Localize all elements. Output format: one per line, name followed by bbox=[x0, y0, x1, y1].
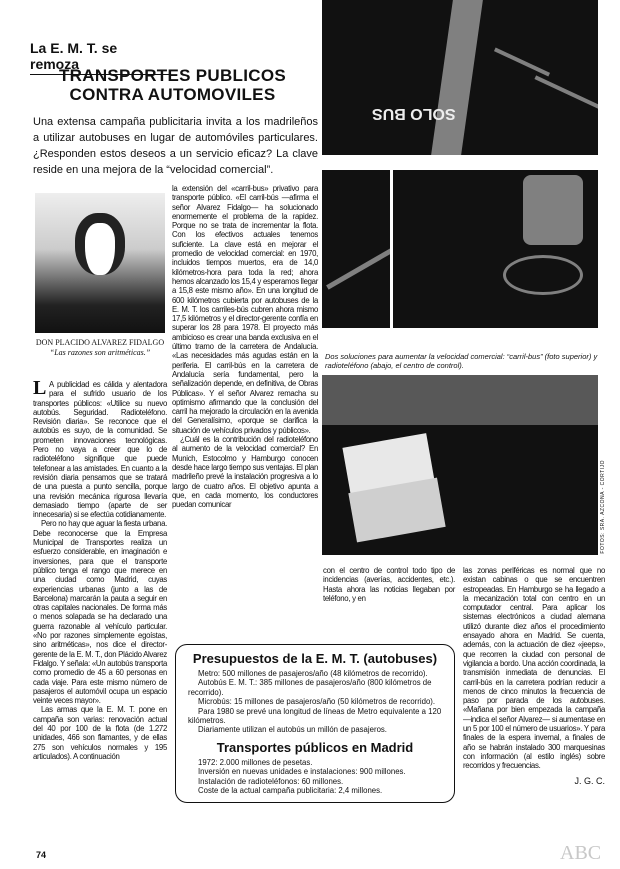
col4-paragraph: las zonas periféricas es normal que no existan cabinas o que se encuentren estropeadas. En Hamburgo se ha llegado a la mecanización total con centro en un computador central. Para aplicar los sistemas electrónicos a ciudad alemana utilizó durante diez años el procedimiento ensayado ahora en Madrid. Se cuenta, además, con la actuación de diez «jeeps», que recorren la ciudad con personal de vigilancia a bordo. Una acción coordinada, la transmisión inmediata de denuncias. El carril-bús en la carretera podrían reducir a menos de cinco minutos la frecuencia de paso por parada de los autobuses. «Mañana por bien empezada la campaña —indica el señor Alvarez— si aumentase en un 5 por 100 el número de usuarios». Y para finales de la espera invernal, a finales de año se habrán instalado 300 marquesinas con información (al estilo inglés) sobre recorridos y frecuencias. bbox=[463, 566, 605, 771]
box-title-budget: Presupuestos de la E. M. T. (autobuses) bbox=[192, 651, 438, 666]
headline: TRANSPORTES PUBLICOS CONTRA AUTOMOVILES bbox=[58, 66, 287, 104]
col1-text: A publicidad es cálida y alentadora para el sufrido usuario de los transportes públicos: «Utilice su nuevo autobús. Seguridad. Radioteléfono. Revisión diaria». Se reconoce que el autobús es suyo, de la comunidad. Se prometen innovaciones tecnológicas. Pero no vaya a creer que lo de radioteléfono signifique que puede telefonear a las amistades. En cuanto a la revisión diaria pensamos que se tratará de una puesta a punto sencilla, porque una revisión mecánica rigurosa llevaría demasiado tiempo (aparte de ser innecesaria) si se efectúa cotidianamente. bbox=[33, 380, 167, 520]
box-item: Metro: 500 millones de pasajeros/año (48 kilómetros de recorrido). bbox=[198, 669, 428, 678]
data-box bbox=[175, 644, 455, 803]
column-2 bbox=[172, 184, 318, 509]
box-item: Microbús: 15 millones de pasajeros/año (50 kilómetros de recorrido). bbox=[198, 697, 436, 707]
col1-paragraph: Las armas que la E. M. T. pone en campaña son varias: renovación actual del 40 por 100 de la flota (de 1.272 unidades, 466 son flamantes, y de ellas 275 son vehículos normales y 195 articulados). A continuación bbox=[33, 705, 167, 761]
photo-caption: Dos soluciones para aumentar la velocidad comercial: “carril-bus” (foto superior) y radioteléfono (abajo, el centro de control). bbox=[325, 352, 598, 370]
column-4 bbox=[463, 566, 605, 786]
lead-paragraph: Una extensa campaña publicitaria invita a los madrileños a utilizar autobuses en lugar de automóviles particulares. ¿Responden estos deseos a un servicio eficaz? La clave reside en una mejora de la “velocidad comercial”. bbox=[33, 116, 318, 176]
box-item: Autobús E. M. T.: 385 millones de pasajeros/año (800 kilómetros de recorrido). bbox=[188, 678, 432, 697]
street-bus-lane-photo bbox=[322, 0, 598, 155]
col1-paragraph: Pero no hay que aguar la fiesta urbana. Debe reconocerse que la Empresa Municipal de Transportes realiza un esfuerzo considerable, en imaginación e inversiones, para que el transporte público tenga el rango que merece en una ciudad como Madrid, cuyas experiencias urbanas (junto a las de Barcelona) marcarán la pauta a seguir en otras capitales nacionales. De forma más o menos solapada se ha declarado una guerra razonable al vehículo particular. «No por razones simplemente egoístas, sino aritméticas», nos dice el director-gerente de la E. M. T., don Plácido Alvarez Fidalgo. Y señala: «Un autobús transporta como promedio de 45 a 60 personas en cada viaje. Para este mismo número de pasajeros el automóvil ocupa un espacio veinte veces mayor». bbox=[33, 519, 167, 706]
portrait-face bbox=[75, 213, 125, 275]
col2-paragraph: ¿Cuál es la contribución del radioteléfono al aumento de la velocidad comercial? En Munich, Estocolmo y Hamburgo conocen desde hace largo tiempo sus ventajas. El plan madrileño prevé la instalación progresiva a lo largo de cuatro años. El objetivo apunta a que, en cada momento, los conductores puedan comunicar bbox=[172, 435, 318, 510]
page-number: 74 bbox=[36, 850, 47, 860]
photo-credit: FOTOS: SRA. AZCONA - CORTIJO bbox=[600, 460, 606, 554]
bus-interior-photo bbox=[322, 170, 390, 328]
section-kicker: La E. M. T. se remoza bbox=[30, 40, 170, 75]
watermark: ABC bbox=[560, 842, 602, 864]
portrait-name: DON PLACIDO ALVAREZ FIDALGO bbox=[35, 338, 165, 347]
drop-cap: L bbox=[33, 377, 47, 399]
author-signature: J. G. C. bbox=[574, 775, 605, 786]
col2-paragraph: la extensión del «carril-bus» privativo para transporte público. «El carril-bús —afirma el señor Alvarez Fidalgo— ha solucionado enormemente el problema de la rapidez. Porque no se trata de incrementar la flota. Con los efectivos actuales tenemos suficiente. La clave está en mejorar el promedio de velocidad comercial: en 1970, incluidos tiempos muertos, era de 14,0 kilómetros-hora para toda la red; ahora hemos alcanzado los 15,4 y esperamos llegar a 15,8 este mismo año». En una longitud de 600 kilómetros cubierta por autobuses de la E. M. T. los carriles-bús cubren ahora mismo 17,5 kilómetros y el director-gerente confía en superar los 28 para 1978. El proyecto más ambicioso es crear una banda exclusiva en el último tramo de la carretera de Andalucía. «Las necesidades más agudas están en la periferia. El carril-bús en la carretera de Andalucía sería fundamental, pero la señalización depende, en definitiva, de Obras Públicas». Y el señor Alvarez remacha su optimismo afirmando que la conclusión del carril ha mejorado la circulación en la avenida del Generalísimo, «porque se clarifica la situación de vehículos privados y públicos». bbox=[172, 184, 318, 435]
box-item: Para 1980 se prevé una longitud de líneas de Metro equivalente a 120 kilómetros. bbox=[188, 706, 442, 726]
portrait-quote: “Las razones son aritméticas.” bbox=[49, 348, 151, 357]
portrait-caption bbox=[30, 338, 170, 358]
bus-driver-photo bbox=[393, 170, 598, 328]
box-item: 1972: 2.000 millones de pesetas. bbox=[198, 757, 313, 767]
box-item: Inversión en nuevas unidades e instalaciones: 900 millones. bbox=[198, 767, 406, 777]
box-title-madrid: Transportes públicos en Madrid bbox=[216, 739, 414, 755]
control-center-photo bbox=[322, 375, 598, 555]
box-item: Coste de la actual campaña publicitaria: 2,4 millones. bbox=[198, 786, 383, 796]
col1-paragraph bbox=[33, 377, 167, 520]
street-sign-text: SOLO BUS bbox=[372, 105, 456, 122]
portrait-photo bbox=[35, 193, 165, 333]
column-3: con el centro de control todo tipo de incidencias (averías, accidentes, etc.). Hasta ahora las noticias llegaban por teléfono, y en bbox=[323, 566, 455, 603]
box-item: Diariamente utilizan el autobús un millón de pasajeros. bbox=[198, 725, 387, 735]
column-1 bbox=[33, 377, 167, 761]
box-item: Instalación de radioteléfonos: 60 millones. bbox=[198, 776, 344, 786]
